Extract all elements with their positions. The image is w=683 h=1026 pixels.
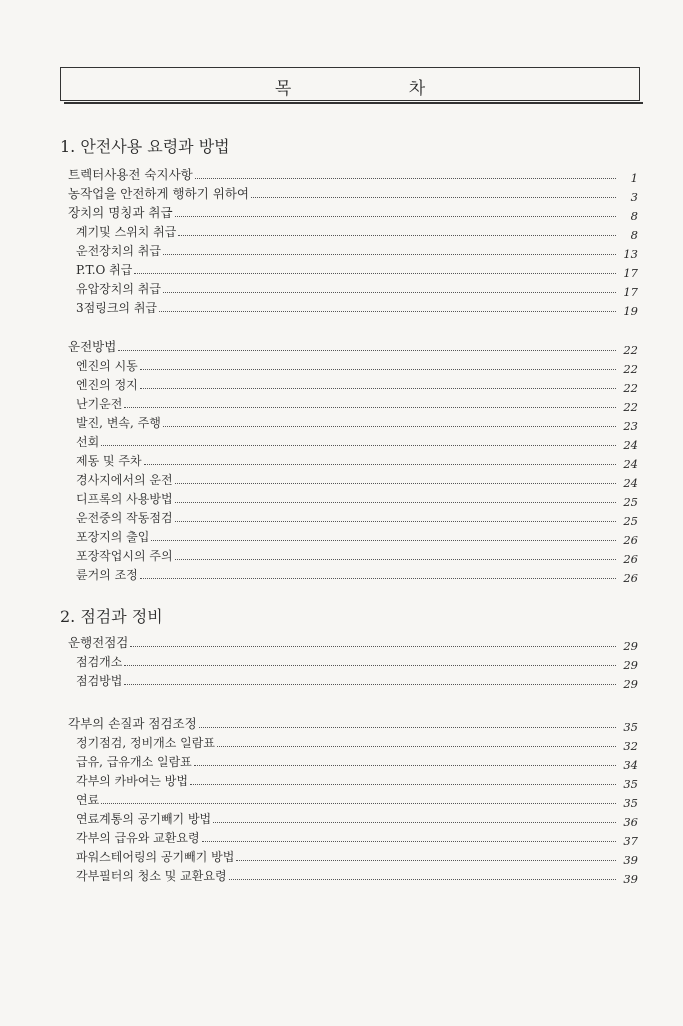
toc-entry-label: 포장작업시의 주의 xyxy=(76,549,173,563)
toc-entry-label: 디프록의 사용방법 xyxy=(76,492,173,506)
dot-leader xyxy=(130,646,616,647)
dot-leader xyxy=(213,822,616,823)
toc-page-number: 35 xyxy=(623,796,638,810)
dot-leader xyxy=(140,369,616,370)
dot-leader xyxy=(229,879,616,880)
toc-subentry[interactable] xyxy=(76,736,616,750)
toc-page-number: 8 xyxy=(630,209,638,223)
toc-subentry[interactable] xyxy=(76,378,616,392)
toc-page-number: 1 xyxy=(630,171,638,185)
toc-page-number: 34 xyxy=(623,758,638,772)
toc-entry-label: 운전장치의 취급 xyxy=(76,244,161,258)
toc-page-number: 26 xyxy=(623,552,638,566)
toc-entry-label: 운전방법 xyxy=(68,339,117,354)
toc-page-number: 32 xyxy=(623,739,638,753)
toc-subentry[interactable] xyxy=(76,263,616,277)
toc-subentry[interactable] xyxy=(76,655,616,669)
toc-title-box xyxy=(60,67,640,101)
toc-subentry[interactable] xyxy=(76,244,616,258)
toc-subentry[interactable] xyxy=(76,812,616,826)
toc-entry-label: 운행전점검 xyxy=(68,635,129,650)
toc-page-number: 3 xyxy=(630,190,638,204)
toc-entry-label: 난기운전 xyxy=(76,397,123,411)
dot-leader xyxy=(140,388,616,389)
dot-leader xyxy=(199,727,616,728)
toc-entry-label: P.T.O 취급 xyxy=(76,263,133,277)
toc-entry[interactable] xyxy=(68,340,616,354)
dot-leader xyxy=(195,178,616,179)
toc-entry-label: 각부의 카바여는 방법 xyxy=(76,774,188,788)
toc-subentry[interactable] xyxy=(76,435,616,449)
toc-page-number: 25 xyxy=(623,495,638,509)
toc-entry[interactable] xyxy=(68,206,616,220)
toc-subentry[interactable] xyxy=(76,530,616,544)
toc-page-number: 22 xyxy=(623,362,638,376)
toc-entry-label: 3점링크의 취급 xyxy=(76,301,158,315)
toc-subentry[interactable] xyxy=(76,793,616,807)
dot-leader xyxy=(101,445,616,446)
toc-entry-label: 각부필터의 청소 및 교환요령 xyxy=(76,869,227,883)
toc-page-number: 22 xyxy=(623,400,638,414)
toc-page-number: 22 xyxy=(623,343,638,357)
toc-page-number: 19 xyxy=(623,304,638,318)
toc-subentry[interactable] xyxy=(76,416,616,430)
toc-entry-label: 점검개소 xyxy=(76,655,123,669)
dot-leader xyxy=(124,407,616,408)
dot-leader xyxy=(163,292,616,293)
toc-subentry[interactable] xyxy=(76,831,616,845)
toc-entry-label: 장치의 명칭과 취급 xyxy=(68,205,173,220)
toc-entry[interactable] xyxy=(68,717,616,731)
dot-leader xyxy=(124,665,616,666)
toc-page-number: 25 xyxy=(623,514,638,528)
toc-entry-label: 연료계통의 공기빼기 방법 xyxy=(76,812,212,826)
toc-entry-label: 륜거의 조정 xyxy=(76,568,138,582)
toc-subentry[interactable] xyxy=(76,282,616,296)
dot-leader xyxy=(251,197,616,198)
toc-title: 목 차 xyxy=(274,79,482,99)
toc-entry-label: 운전중의 작동점검 xyxy=(76,511,173,525)
dot-leader xyxy=(217,746,616,747)
toc-entry-label: 발진, 변속, 주행 xyxy=(76,416,161,430)
toc-entry-label: 계기및 스위치 취급 xyxy=(76,225,177,239)
dot-leader xyxy=(140,578,616,579)
dot-leader xyxy=(163,426,616,427)
toc-entry-label: 선회 xyxy=(76,435,100,449)
toc-entry-label: 포장지의 출입 xyxy=(76,530,150,544)
toc-page-number: 37 xyxy=(623,834,638,848)
dot-leader xyxy=(236,860,616,861)
dot-leader xyxy=(178,235,616,236)
toc-entry-label: 연료 xyxy=(76,793,100,807)
toc-page-number: 36 xyxy=(623,815,638,829)
toc-page-number: 29 xyxy=(623,677,638,691)
dot-leader xyxy=(194,765,616,766)
toc-entry-label: 엔진의 정지 xyxy=(76,378,138,392)
toc-page-number: 24 xyxy=(623,457,638,471)
dot-leader xyxy=(124,684,616,685)
toc-subentry[interactable] xyxy=(76,568,616,582)
toc-page-number: 24 xyxy=(623,476,638,490)
toc-page-number: 26 xyxy=(623,533,638,547)
toc-page-number: 22 xyxy=(623,381,638,395)
toc-subentry[interactable] xyxy=(76,454,616,468)
toc-subentry[interactable] xyxy=(76,511,616,525)
toc-entry-label: 정기점검, 정비개소 일람표 xyxy=(76,736,215,750)
toc-page-number: 26 xyxy=(623,571,638,585)
toc-page-number: 29 xyxy=(623,658,638,672)
toc-page-number: 17 xyxy=(623,285,638,299)
toc-entry-label: 점검방법 xyxy=(76,674,123,688)
dot-leader xyxy=(175,502,616,503)
toc-entry-label: 경사지에서의 운전 xyxy=(76,473,173,487)
toc-page-number: 8 xyxy=(630,228,638,242)
toc-page-number: 35 xyxy=(623,720,638,734)
toc-subentry[interactable] xyxy=(76,301,616,315)
toc-entry[interactable] xyxy=(68,636,616,650)
toc-page-number: 39 xyxy=(623,872,638,886)
toc-entry-label: 각부의 급유와 교환요령 xyxy=(76,831,200,845)
toc-page-number: 24 xyxy=(623,438,638,452)
toc-entry-label: 각부의 손질과 점검조정 xyxy=(68,716,197,731)
toc-page-number: 29 xyxy=(623,639,638,653)
dot-leader xyxy=(190,784,616,785)
dot-leader xyxy=(163,254,616,255)
toc-entry[interactable] xyxy=(68,187,616,201)
toc-page-number: 13 xyxy=(623,247,638,261)
dot-leader xyxy=(175,216,616,217)
toc-page-number: 23 xyxy=(623,419,638,433)
toc-subentry[interactable] xyxy=(76,473,616,487)
dot-leader xyxy=(134,273,616,274)
toc-entry-label: 트렉터사용전 숙지사항 xyxy=(68,167,193,182)
toc-subentry[interactable] xyxy=(76,850,616,864)
toc-entry[interactable] xyxy=(68,168,616,182)
toc-subentry[interactable] xyxy=(76,359,616,373)
toc-subentry[interactable] xyxy=(76,225,616,239)
section-heading: 1. 안전사용 요령과 방법 xyxy=(60,137,230,156)
dot-leader xyxy=(159,311,616,312)
toc-subentry[interactable] xyxy=(76,674,616,688)
toc-entry-label: 유압장치의 취급 xyxy=(76,282,161,296)
toc-entry-label: 급유, 급유개소 일람표 xyxy=(76,755,192,769)
toc-entry-label: 농작업을 안전하게 행하기 위하여 xyxy=(68,186,249,201)
dot-leader xyxy=(101,803,616,804)
toc-subentry[interactable] xyxy=(76,869,616,883)
dot-leader xyxy=(118,350,616,351)
toc-subentry[interactable] xyxy=(76,755,616,769)
dot-leader xyxy=(151,540,616,541)
toc-entry-label: 파워스테어링의 공기빼기 방법 xyxy=(76,850,235,864)
toc-subentry[interactable] xyxy=(76,492,616,506)
section-heading: 2. 점검과 정비 xyxy=(60,607,163,626)
dot-leader xyxy=(202,841,616,842)
dot-leader xyxy=(144,464,616,465)
toc-subentry[interactable] xyxy=(76,549,616,563)
toc-page-number: 35 xyxy=(623,777,638,791)
toc-entry-label: 제동 및 주차 xyxy=(76,454,142,468)
dot-leader xyxy=(175,483,616,484)
toc-subentry[interactable] xyxy=(76,774,616,788)
dot-leader xyxy=(175,521,616,522)
toc-page-number: 17 xyxy=(623,266,638,280)
toc-page-number: 39 xyxy=(623,853,638,867)
toc-entry-label: 엔진의 시동 xyxy=(76,359,138,373)
toc-subentry[interactable] xyxy=(76,397,616,411)
dot-leader xyxy=(175,559,616,560)
